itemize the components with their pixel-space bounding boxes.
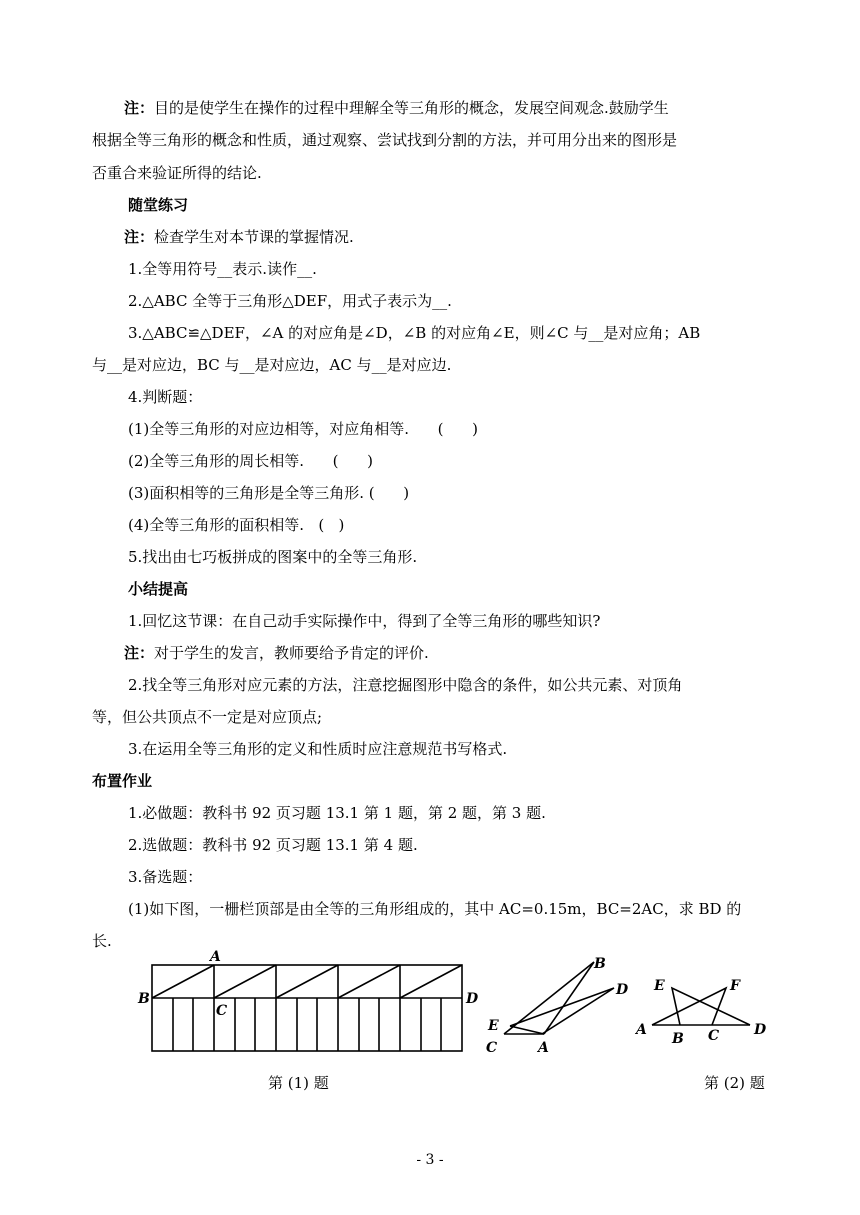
practice-q3-line1: 3.△ABC≌△DEF，∠A 的对应角是∠D，∠B 的对应角∠E，则∠C 与__是对应角；AB xyxy=(128,324,701,342)
overlap-label-e: E xyxy=(654,978,665,994)
fence-label-c: C xyxy=(216,1003,228,1019)
fence-label-a: A xyxy=(210,949,221,965)
practice-q4-4: (4)全等三角形的面积相等. ( ) xyxy=(128,516,345,534)
note-label: 注： xyxy=(124,99,155,117)
homework-heading: 布置作业 xyxy=(92,772,153,790)
fence-outline xyxy=(152,965,462,1051)
homework-h3-1-line2: 长. xyxy=(92,932,112,950)
practice-q1: 1.全等用符号__表示.读作__. xyxy=(128,260,317,278)
overlap-label-b: B xyxy=(672,1031,684,1047)
overlap-label-d: D xyxy=(754,1022,767,1038)
practice-q3-line2: 与__是对应边，BC 与__是对应边，AC 与__是对应边. xyxy=(92,356,452,374)
practice-q4-3: (3)面积相等的三角形是全等三角形. ( ) xyxy=(128,484,410,502)
overlap-label-f: F xyxy=(730,978,740,994)
practice-q4-1: (1)全等三角形的对应边相等，对应角相等. ( ) xyxy=(128,420,478,438)
note1-line3: 否重合来验证所得的结论. xyxy=(92,164,262,182)
cross-label-e: E xyxy=(488,1018,499,1034)
fence-label-d: D xyxy=(466,991,479,1007)
note1-line1: 注：目的是使学生在操作的过程中理解全等三角形的概念，发展空间观念.鼓励学生 xyxy=(124,99,669,117)
cross-label-d: D xyxy=(616,982,629,998)
summary-note: 注：对于学生的发言，教师要给予肯定的评价. xyxy=(124,644,429,662)
practice-q2: 2.△ABC 全等于三角形△DEF，用式子表示为__. xyxy=(128,292,452,310)
fence-label-b: B xyxy=(138,991,150,1007)
homework-h1: 1.必做题：教科书 92 页习题 13.1 第 1 题，第 2 题，第 3 题. xyxy=(128,804,546,822)
overlap-label-c: C xyxy=(708,1028,720,1044)
page-number: - 3 - xyxy=(416,1152,444,1168)
practice-q4: 4.判断题： xyxy=(128,388,203,406)
caption-fig1: 第 (1) 题 xyxy=(268,1074,329,1092)
note1-line2: 根据全等三角形的概念和性质，通过观察、尝试找到分割的方法，并可用分出来的图形是 xyxy=(92,131,678,149)
overlap-label-a: A xyxy=(636,1022,647,1038)
summary-s2-line1: 2.找全等三角形对应元素的方法，注意挖掘图形中隐含的条件，如公共元素、对顶角 xyxy=(128,676,683,694)
practice-q5: 5.找出由七巧板拼成的图案中的全等三角形. xyxy=(128,548,418,566)
summary-s2-line2: 等，但公共顶点不一定是对应顶点; xyxy=(92,708,323,726)
cross-label-b: B xyxy=(594,956,606,972)
figure-crossing-triangles xyxy=(482,950,632,1060)
summary-s3: 3.在运用全等三角形的定义和性质时应注意规范书写格式. xyxy=(128,740,508,758)
homework-h3: 3.备选题： xyxy=(128,868,203,886)
figure-fence xyxy=(130,945,490,1060)
practice-note: 注：检查学生对本节课的掌握情况. xyxy=(124,228,354,246)
figure-overlapping-triangles xyxy=(632,968,772,1053)
homework-h3-1-line1: (1)如下图，一栅栏顶部是由全等的三角形组成的，其中 AC=0.15m，BC=2AC，求 BD 的 xyxy=(128,900,742,918)
homework-h2: 2.选做题：教科书 92 页习题 13.1 第 4 题. xyxy=(128,836,418,854)
practice-q4-2: (2)全等三角形的周长相等. ( ) xyxy=(128,452,373,470)
practice-heading: 随堂练习 xyxy=(128,196,189,214)
summary-s1: 1.回忆这节课：在自己动手实际操作中，得到了全等三角形的哪些知识? xyxy=(128,612,601,630)
cross-label-c: C xyxy=(486,1040,498,1056)
caption-fig2: 第 (2) 题 xyxy=(704,1074,765,1092)
summary-heading: 小结提高 xyxy=(128,580,189,598)
cross-label-a: A xyxy=(538,1040,549,1056)
